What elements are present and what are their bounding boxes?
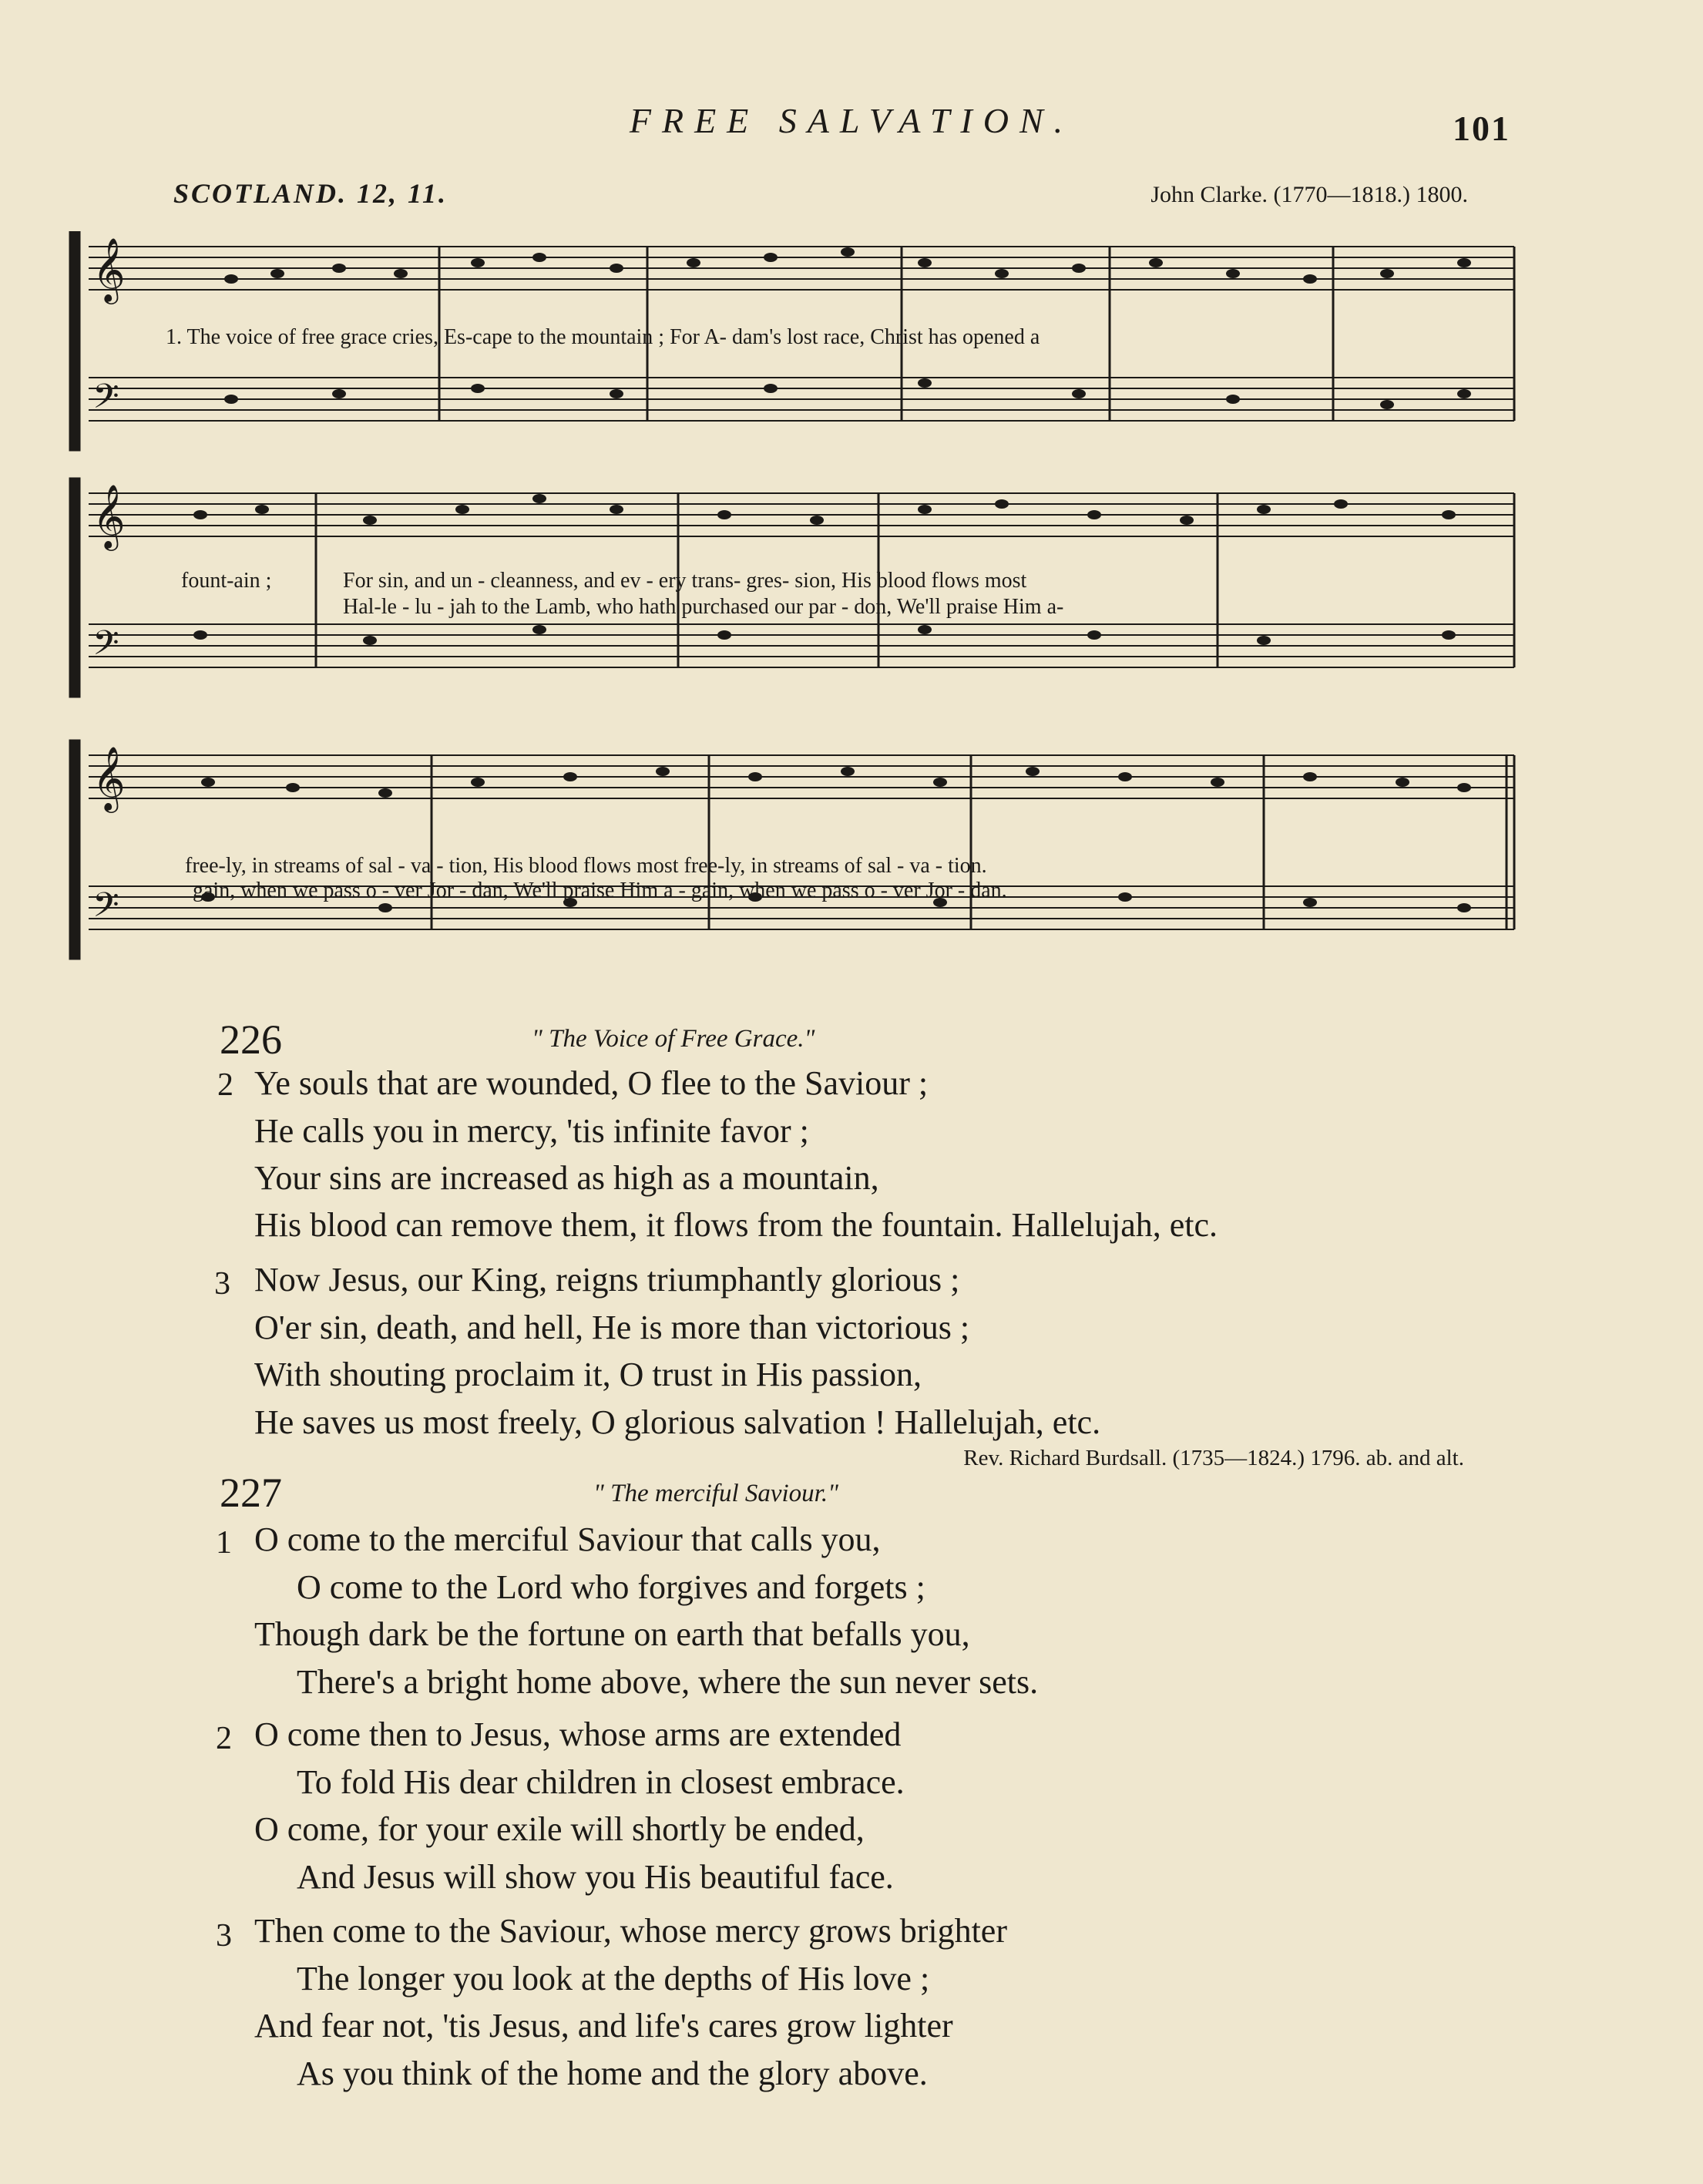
bass-clef-icon: 𝄢 — [92, 885, 119, 933]
verse-line: His blood can remove them, it flows from the fountain. Hallelujah, etc. — [254, 1206, 1218, 1244]
treble-clef-icon: 𝄞 — [92, 483, 126, 548]
bass-staff-2 — [89, 624, 1514, 667]
system-brace — [69, 740, 80, 959]
hymn-title-226: " The Voice of Free Grace." — [532, 1025, 815, 1053]
verse-line: Ye souls that are wounded, O flee to the Saviour ; — [254, 1064, 929, 1102]
lyric-line-2: fount-ain ; — [181, 569, 272, 593]
treble-clef-icon: 𝄞 — [92, 745, 126, 810]
tune-name: SCOTLAND. 12, 11. — [173, 178, 448, 209]
verse-line: O come then to Jesus, whose arms are extended — [254, 1715, 902, 1753]
running-head: FREE SALVATION. — [629, 101, 1074, 140]
verse-line: And Jesus will show you His beautiful face. — [297, 1858, 894, 1896]
barlines-3 — [432, 755, 1514, 929]
verse-line: As you think of the home and the glory above. — [297, 2055, 928, 2092]
lyric-line-1: 1. The voice of free grace cries, Es-cape to the mountain ; For A- dam's lost race, Christ has opened a — [166, 325, 1040, 349]
page-number: 101 — [1453, 109, 1510, 148]
lyric-line-5: free-ly, in streams of sal - va - tion, His blood flows most free-ly, in streams of sal - va - tion. — [185, 854, 987, 878]
verse-line: He saves us most freely, O glorious salvation ! Hallelujah, etc. — [254, 1403, 1101, 1441]
hymn-number-227: 227 — [220, 1470, 282, 1516]
treble-staff-2 — [89, 493, 1514, 536]
bass-clef-icon: 𝄢 — [92, 376, 119, 425]
system-3 — [69, 740, 1514, 959]
lyric-line-3: For sin, and un - cleanness, and ev - ery trans- gres- sion, His blood flows most — [343, 569, 1027, 593]
verse-line: Though dark be the fortune on earth that befalls you, — [254, 1615, 970, 1653]
hymn-number-226: 226 — [220, 1016, 282, 1063]
verse-line: He calls you in mercy, 'tis infinite favor ; — [254, 1112, 809, 1150]
verse-line: The longer you look at the depths of His love ; — [297, 1960, 930, 1998]
verse-line: O come, for your exile will shortly be ended, — [254, 1810, 865, 1848]
verse-number: 2 — [217, 1067, 233, 1103]
verse-number: 1 — [216, 1525, 232, 1561]
verse-line: With shouting proclaim it, O trust in His passion, — [254, 1356, 922, 1393]
composer-credit: John Clarke. (1770—1818.) 1800. — [1150, 182, 1468, 207]
verse-line: Your sins are increased as high as a mountain, — [254, 1159, 879, 1197]
verse-line: O come to the merciful Saviour that calls you, — [254, 1520, 881, 1558]
treble-clef-icon: 𝄞 — [92, 237, 126, 301]
verse-line: O come to the Lord who forgives and forgets ; — [297, 1568, 925, 1606]
bass-clef-icon: 𝄢 — [92, 623, 119, 671]
verse-line: Then come to the Saviour, whose mercy grows brighter — [254, 1912, 1007, 1950]
verse-line: To fold His dear children in closest embrace. — [297, 1763, 905, 1801]
verse-line: And fear not, 'tis Jesus, and life's cares grow lighter — [254, 2007, 953, 2045]
bass-staff-1 — [89, 378, 1514, 421]
verse-number: 2 — [216, 1721, 232, 1756]
lyric-line-4: Hal-le - lu - jah to the Lamb, who hath purchased our par - don, We'll praise Him a- — [343, 595, 1064, 619]
treble-staff-3 — [89, 755, 1514, 798]
verse-line: O'er sin, death, and hell, He is more than victorious ; — [254, 1309, 970, 1346]
lyric-line-6: gain, when we pass o - ver Jor - dan, We'll praise Him a - gain, when we pass o - ver Jor - dan. — [193, 879, 1007, 902]
verse-number: 3 — [216, 1918, 232, 1954]
treble-staff-1 — [89, 247, 1514, 290]
attribution-226: Rev. Richard Burdsall. (1735—1824.) 1796. ab. and alt. — [963, 1446, 1464, 1470]
verse-number: 3 — [214, 1266, 230, 1302]
verse-line: Now Jesus, our King, reigns triumphantly glorious ; — [254, 1261, 960, 1299]
verse-line: There's a bright home above, where the sun never sets. — [297, 1663, 1039, 1701]
hymn-title-227: " The merciful Saviour." — [593, 1480, 838, 1507]
